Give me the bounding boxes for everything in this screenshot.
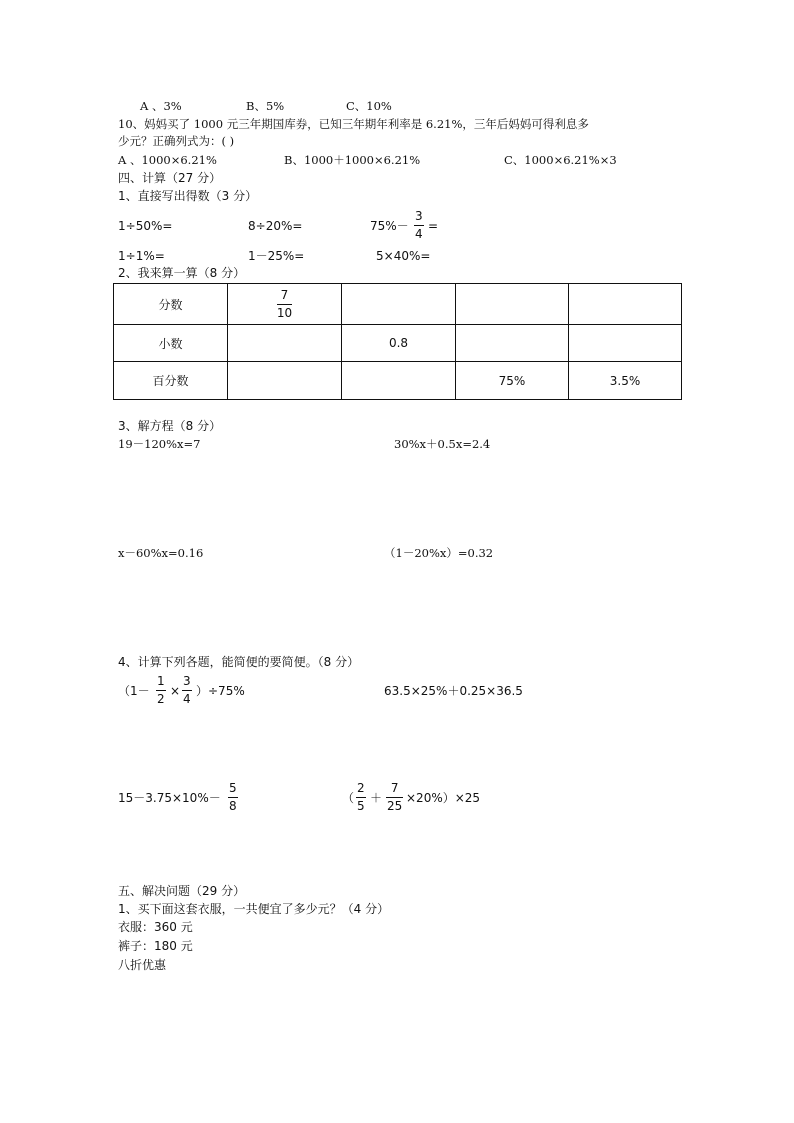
table-cell-percent: 75% [456, 362, 569, 400]
fraction-bar [156, 690, 166, 691]
equation-2: 30%x＋0.5x=2.4 [394, 437, 491, 451]
calc-item-3: 75%－ [370, 219, 409, 233]
fraction-3-4 [414, 209, 424, 242]
fraction-7-10 [277, 288, 292, 321]
fraction-3-4-b [182, 674, 192, 707]
fraction-bar [356, 797, 366, 798]
pants-price: 裤子：180 元 [118, 939, 193, 953]
q10-text-line2: 少元？正确列式为：( ) [118, 134, 235, 148]
fraction-denominator: 2 [157, 692, 165, 706]
calc-item-5: 1－25%= [248, 249, 305, 263]
table-cell [342, 362, 456, 400]
q10-option-b: B、1000＋1000×6.21% [284, 153, 421, 167]
conversion-table [113, 283, 682, 400]
equation-1: 19－120%x=7 [118, 437, 201, 451]
table-row [114, 362, 682, 400]
row-header-percent: 百分数 [114, 362, 228, 400]
fraction-bar [277, 304, 292, 305]
fraction-denominator: 5 [357, 799, 365, 813]
table-row [114, 284, 682, 325]
calc-item-3-eq: = [428, 219, 439, 233]
q10-text-line1: 10、妈妈买了 1000 元三年期国库券，已知三年期年利率是 6.21%，三年后妈妈可得利息多 [118, 117, 589, 131]
expr3-prefix: 15－3.75×10%－ [118, 791, 221, 805]
discount-note: 八折优惠 [118, 958, 167, 972]
fraction-numerator: 2 [357, 781, 365, 795]
fraction-denominator: 8 [229, 799, 237, 813]
clothes-price: 衣服：360 元 [118, 920, 193, 934]
fraction-numerator: 3 [415, 209, 423, 223]
row-header-fraction: 分数 [114, 284, 228, 325]
fraction-bar [182, 690, 192, 691]
table-cell [342, 284, 456, 325]
fraction-numerator: 7 [280, 287, 289, 302]
fraction-denominator: 4 [415, 227, 423, 241]
fraction-bar [228, 797, 238, 798]
fraction-numerator: 1 [157, 674, 165, 688]
fraction-bar [386, 797, 403, 798]
q10-option-a: A 、1000×6.21% [118, 153, 217, 167]
fraction-7-25 [386, 781, 403, 814]
table-cell-decimal: 0.8 [342, 325, 456, 362]
fraction-numerator: 7 [390, 781, 399, 795]
fraction-denominator: 4 [183, 692, 191, 706]
calc-item-1: 1÷50%= [118, 219, 173, 233]
expr4-suffix: ×20%）×25 [406, 791, 481, 805]
table-cell [228, 325, 342, 362]
table-row [114, 325, 682, 362]
fraction-2-5 [356, 781, 366, 814]
fraction-bar [414, 225, 424, 226]
fraction-1-2 [156, 674, 166, 707]
row-header-decimal: 小数 [114, 325, 228, 362]
table-cell [569, 325, 682, 362]
table-cell [456, 284, 569, 325]
sub4-title: 4、计算下列各题，能简便的要简便。（8 分） [118, 655, 360, 669]
calc-item-6: 5×40%= [376, 249, 431, 263]
sub3-title: 3、解方程（8 分） [118, 419, 222, 433]
expr4-plus: ＋ [370, 791, 383, 805]
fraction-denominator: 10 [276, 305, 293, 320]
fraction-5-8 [228, 781, 238, 814]
sub2-title: 2、我来算一算（8 分） [118, 266, 246, 280]
expr4-prefix: （ [342, 791, 355, 805]
q9-option-b: B、5% [246, 99, 285, 113]
equation-4: （1－20%x）=0.32 [384, 546, 494, 560]
equation-3: x－60%x=0.16 [118, 546, 204, 560]
table-cell [569, 284, 682, 325]
sub1-title: 1、直接写出得数（3 分） [118, 189, 258, 203]
expr1-suffix: ）÷75% [196, 684, 245, 698]
expr2: 63.5×25%＋0.25×36.5 [384, 684, 523, 698]
section4-title: 四、计算（27 分） [118, 171, 222, 185]
calc-item-4: 1÷1%= [118, 249, 165, 263]
section5-question-1: 1、买下面这套衣服，一共便宜了多少元？（4 分） [118, 902, 390, 916]
fraction-numerator: 5 [229, 781, 237, 795]
table-cell-percent: 3.5% [569, 362, 682, 400]
section5-title: 五、解决问题（29 分） [118, 884, 246, 898]
expr1-times: × [170, 684, 181, 698]
q10-option-c: C、1000×6.21%×3 [504, 153, 617, 167]
expr1-prefix: （1－ [118, 684, 150, 698]
table-cell [228, 362, 342, 400]
q9-option-a: A 、3% [140, 99, 182, 113]
calc-item-2: 8÷20%= [248, 219, 303, 233]
q9-option-c: C、10% [346, 99, 392, 113]
fraction-numerator: 3 [183, 674, 191, 688]
table-cell [456, 325, 569, 362]
table-cell [228, 284, 342, 325]
fraction-denominator: 25 [387, 799, 403, 813]
